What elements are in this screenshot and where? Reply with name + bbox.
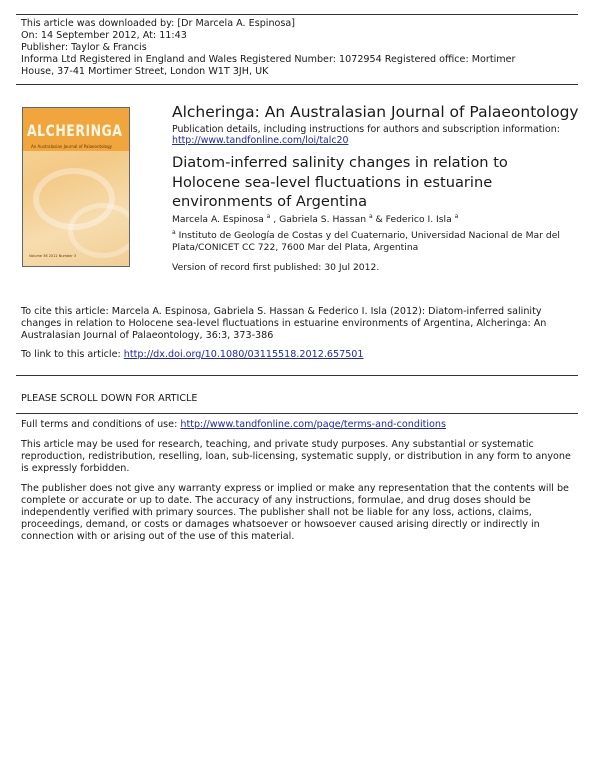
affiliation-marker: a — [368, 213, 373, 220]
author-name: Federico I. Isla — [385, 214, 452, 225]
downloaded-by: This article was downloaded by: [Dr Marcela A. Espinosa] — [21, 18, 296, 29]
usage-paragraph: This article may be used for research, teaching, and private study purposes. Any substantial or systematic reproduction, redistribution, reselling, loan, sub-licensing, systematic supply, or distribution in any form to anyone is expressly forbidden. — [21, 439, 571, 474]
affiliation-text: Instituto de Geología de Costas y del Cuaternario, Universidad Nacional de Mar del Plata/CONICET CC 722, 7600 Mar del Plata, Argentina — [172, 230, 560, 253]
author-separator: & — [372, 214, 386, 225]
header-rule — [16, 84, 578, 85]
top-rule — [16, 14, 578, 15]
scroll-bottom-rule — [16, 413, 578, 414]
scroll-top-rule — [16, 375, 578, 376]
doi-link[interactable]: http://dx.doi.org/10.1080/03115518.2012.657501 — [123, 349, 364, 360]
registered-info: Informa Ltd Registered in England and Wales Registered Number: 1072954 Registered office: Mortimer — [21, 54, 516, 65]
journal-link[interactable]: http://www.tandfonline.com/loi/talc20 — [172, 135, 349, 146]
authors — [172, 214, 458, 226]
publication-details — [172, 124, 560, 146]
citation-text: To cite this article: Marcela A. Espinosa, Gabriela S. Hassan & Federico I. Isla (2012): Diatom-inferred salinity changes in relation to Holocene sea-level fluctuations in estuarine environments of Argentina, Alcheringa: An Australasian Journal of Palaeontology, 36:3, 373-386 — [21, 306, 547, 341]
terms-row — [21, 419, 577, 431]
citation — [21, 306, 577, 342]
author-name: Gabriela S. Hassan — [279, 214, 367, 225]
disclaimer-paragraph: The publisher does not give any warranty express or implied or make any representation that the contents will be complete or accurate or up to date. The accuracy of any instructions, formulae, and drug doses should be independently verified with primary sources. The publisher shall not be liable for any loss, actions, claims, proceedings, demand, or costs or damages whatsoever or howsoever caused arising directly or indirectly in connection with or arising out of the use of this material. — [21, 483, 569, 542]
journal-title: Alcheringa: An Australasian Journal of Palaeontology — [172, 103, 579, 121]
publication-details-text: Publication details, including instructions for authors and subscription information: — [172, 124, 560, 135]
affiliation — [172, 230, 564, 254]
article-link-label: To link to this article: — [21, 349, 124, 360]
author-separator: , — [270, 214, 280, 225]
cover-footer: Volume 36 2012 Number 3 — [29, 254, 77, 258]
download-date: On: 14 September 2012, At: 11:43 — [21, 30, 187, 41]
journal-cover-image — [22, 107, 130, 267]
version-of-record: Version of record first published: 30 Jul 2012. — [172, 262, 380, 273]
affiliation-marker: a — [266, 213, 271, 220]
publisher: Publisher: Taylor & Francis — [21, 42, 147, 53]
affiliation-marker: a — [172, 229, 176, 236]
cover-decoration — [68, 203, 130, 258]
terms-link[interactable]: http://www.tandfonline.com/page/terms-and-conditions — [180, 419, 446, 430]
author-name: Marcela A. Espinosa — [172, 214, 264, 225]
affiliation-marker: a — [454, 213, 459, 220]
article-title: Diatom-inferred salinity changes in relation to Holocene sea-level fluctuations in estuarine environments of Argentina — [172, 154, 508, 210]
article-link-row — [21, 349, 577, 361]
terms-label: Full terms and conditions of use: — [21, 419, 181, 430]
cover-subtitle: An Australasian Journal of Palaeontology — [31, 144, 112, 149]
registered-address: House, 37-41 Mortimer Street, London W1T 3JH, UK — [21, 66, 269, 77]
scroll-notice: PLEASE SCROLL DOWN FOR ARTICLE — [21, 393, 198, 404]
cover-logo: ALCHERINGA — [27, 121, 123, 140]
download-info — [21, 18, 577, 78]
